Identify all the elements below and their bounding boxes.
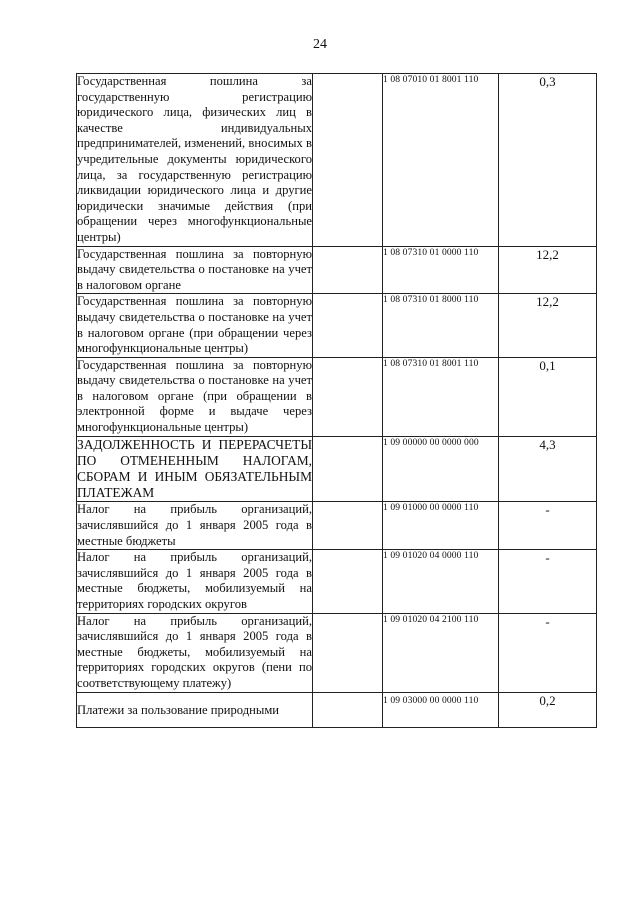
row-name: Государственная пошлина за повторную выдачу свидетельства о постановке на учет в налоговом органе (при обращении в электронной форме и выдаче через многофункциональные центры) [77,357,313,436]
row-name: Налог на прибыль организаций, зачислявшийся до 1 января 2005 года в местные бюджеты [77,502,313,550]
row-name: Налог на прибыль организаций, зачислявшийся до 1 января 2005 года в местные бюджеты, мобилизуемый на территориях городских округов (пени по соответствующему платежу) [77,613,313,692]
row-code: 1 09 00000 00 0000 000 [383,436,499,502]
row-value: 12,2 [499,294,597,357]
table-row [77,613,597,692]
row-code: 1 09 03000 00 0000 110 [383,692,499,727]
page-number: 24 [313,37,327,52]
revenue-table [76,73,597,728]
table-row [77,502,597,550]
row-blank-cell [313,613,383,692]
row-blank-cell [313,436,383,502]
row-code: 1 08 07310 01 8000 110 [383,294,499,357]
row-value: 0,3 [499,74,597,247]
row-code: 1 08 07310 01 0000 110 [383,246,499,294]
row-code: 1 09 01020 04 0000 110 [383,550,499,613]
row-blank-cell [313,357,383,436]
row-value: 0,1 [499,357,597,436]
table-row [77,246,597,294]
row-value: - [499,502,597,550]
row-value: 12,2 [499,246,597,294]
row-code: 1 08 07010 01 8001 110 [383,74,499,247]
table-row [77,550,597,613]
table-row [77,74,597,247]
row-blank-cell [313,502,383,550]
row-name: Платежи за пользование природными [77,692,313,727]
row-name: Государственная пошлина за государственную регистрацию юридического лица, физических лиц в качестве индивидуальных предпринимателей, изменений, вносимых в учредительные документы юридического лица, за государственную регистрацию ликвидации юридического лица и другие юридически значимые действия (при обращении через многофункциональные центры) [77,74,313,247]
row-blank-cell [313,74,383,247]
table-row [77,357,597,436]
row-code: 1 09 01000 00 0000 110 [383,502,499,550]
row-value: - [499,613,597,692]
table-row [77,692,597,727]
row-blank-cell [313,294,383,357]
table-row [77,294,597,357]
row-blank-cell [313,246,383,294]
row-value: 0,2 [499,692,597,727]
row-value: 4,3 [499,436,597,502]
row-code: 1 09 01020 04 2100 110 [383,613,499,692]
row-name: Налог на прибыль организаций, зачислявшийся до 1 января 2005 года в местные бюджеты, мобилизуемый на территориях городских округов [77,550,313,613]
section-heading: ЗАДОЛЖЕННОСТЬ И ПЕРЕРАСЧЕТЫ ПО ОТМЕНЕННЫМ НАЛОГАМ, СБОРАМ И ИНЫМ ОБЯЗАТЕЛЬНЫМ ПЛАТЕЖАМ [77,436,312,501]
row-blank-cell [313,692,383,727]
row-name: Государственная пошлина за повторную выдачу свидетельства о постановке на учет в налоговом органе (при обращении через многофункциональные центры) [77,294,313,357]
row-value: - [499,550,597,613]
row-name: Государственная пошлина за повторную выдачу свидетельства о постановке на учет в налоговом органе [77,246,313,294]
row-code: 1 08 07310 01 8001 110 [383,357,499,436]
row-blank-cell [313,550,383,613]
table-row-section [77,436,597,502]
